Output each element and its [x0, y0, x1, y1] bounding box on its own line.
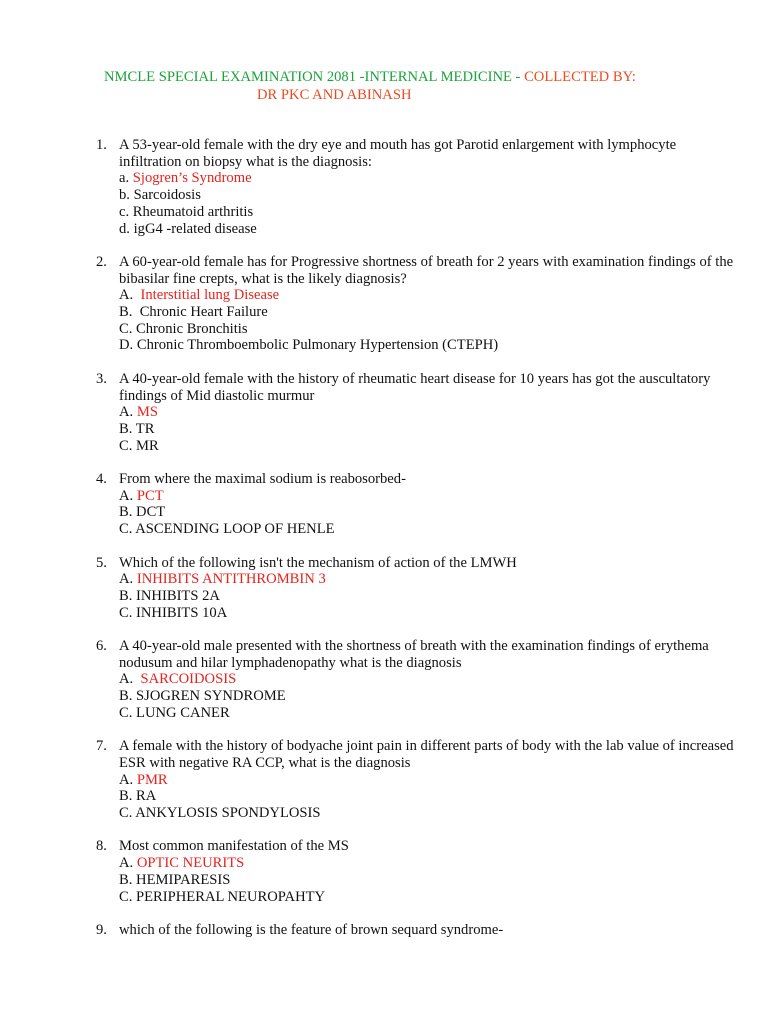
- option-letter: A.: [119, 404, 137, 421]
- option-text: OPTIC NEURITS: [136, 855, 245, 872]
- question-body: [119, 471, 736, 538]
- answer-option-correct: [119, 404, 736, 421]
- question-text: A 40-year-old male presented with the shortness of breath with the examination findings of erythema nodusum and hilar lymphadenopathy what is the diagnosis: [119, 638, 709, 671]
- question-number: 8.: [96, 838, 107, 855]
- question-number: 2.: [96, 253, 107, 270]
- option-letter: C.: [119, 704, 137, 721]
- question-item: [96, 922, 736, 939]
- question-item: [96, 371, 736, 455]
- answer-option: [119, 705, 736, 722]
- option-text: MR: [136, 437, 159, 454]
- question-item: [96, 555, 736, 622]
- option-text: Sjogren’s Syndrome: [132, 170, 252, 187]
- option-letter: A.: [119, 855, 137, 872]
- option-letter: C.: [119, 604, 137, 621]
- answer-option: [119, 421, 736, 438]
- option-text: Chronic Heart Failure: [139, 304, 268, 321]
- option-letter: B.: [119, 420, 136, 437]
- question-body: [119, 371, 736, 455]
- question-body: [119, 922, 736, 939]
- answer-option: [119, 588, 736, 605]
- question-number: 3.: [96, 370, 107, 387]
- question-text: Most common manifestation of the MS: [119, 838, 349, 855]
- question-text: A 60-year-old female has for Progressive shortness of breath for 2 years with examination findings of the bibasilar fine crepts, what is the likely diagnosis?: [119, 253, 734, 287]
- option-text: PCT: [136, 487, 164, 504]
- option-text: Rheumatoid arthritis: [132, 203, 254, 220]
- option-text: TR: [135, 420, 155, 437]
- question-list: [96, 137, 736, 955]
- answer-option-correct: [119, 170, 736, 187]
- question-number: 1.: [96, 137, 107, 153]
- option-letter: A.: [119, 771, 137, 788]
- option-text: LUNG CANER: [136, 704, 230, 721]
- answer-option: [119, 605, 736, 622]
- question-body: [119, 254, 736, 354]
- option-text: Interstitial lung Disease: [140, 287, 280, 304]
- question-number: 6.: [96, 638, 107, 655]
- question-text: A female with the history of bodyache joint pain in different parts of body with the lab value of increased ESR with negative RA CCP, what is the diagnosis: [119, 738, 734, 771]
- option-text: igG4 -related disease: [133, 220, 257, 237]
- option-text: PERIPHERAL NEUROPAHTY: [136, 888, 326, 905]
- option-letter: B.: [119, 871, 137, 888]
- option-text: Sarcoidosis: [133, 187, 201, 204]
- question-item: [96, 471, 736, 538]
- option-text: ANKYLOSIS SPONDYLOSIS: [135, 805, 321, 822]
- answer-option-correct: [119, 571, 736, 588]
- option-text: Chronic Thromboembolic Pulmonary Hypertension (CTEPH): [136, 337, 499, 354]
- answer-option-correct: [119, 671, 736, 688]
- option-text: INHIBITS 10A: [136, 604, 228, 621]
- collectors-name: DR PKC AND ABINASH: [257, 87, 412, 103]
- exam-title: NMCLE SPECIAL EXAMINATION 2081 -INTERNAL MEDICINE -: [104, 69, 525, 85]
- option-letter: C.: [119, 320, 137, 337]
- option-text: SARCOIDOSIS: [140, 671, 237, 688]
- option-text: ASCENDING LOOP OF HENLE: [135, 521, 335, 538]
- answer-option-correct: [119, 855, 736, 872]
- option-letter: B.: [119, 788, 137, 805]
- option-letter: C.: [119, 437, 137, 454]
- question-body: [119, 838, 736, 905]
- option-letter: A.: [119, 287, 141, 304]
- option-letter: C.: [119, 521, 136, 538]
- answer-option: [119, 688, 736, 705]
- option-letter: A.: [119, 671, 141, 688]
- question-body: [119, 555, 736, 622]
- answer-option: [119, 337, 736, 354]
- option-letter: B.: [119, 504, 137, 521]
- option-letter: B.: [119, 587, 137, 604]
- question-body: [119, 137, 736, 237]
- option-text: HEMIPARESIS: [136, 871, 231, 888]
- option-letter: A.: [119, 487, 137, 504]
- option-text: INHIBITS 2A: [136, 587, 220, 604]
- answer-option: [119, 221, 736, 238]
- question-number: 9.: [96, 921, 107, 938]
- answer-option: [119, 204, 736, 221]
- option-letter: D.: [119, 337, 137, 354]
- collected-by-label: COLLECTED BY:: [524, 69, 636, 85]
- question-item: [96, 254, 736, 354]
- answer-option: [119, 321, 736, 338]
- question-item: [96, 738, 736, 822]
- answer-option: [119, 438, 736, 455]
- answer-option: [119, 521, 736, 538]
- option-letter: a.: [119, 170, 133, 187]
- question-item: [96, 137, 736, 237]
- question-number: 5.: [96, 554, 107, 571]
- question-text: A 40-year-old female with the history of rheumatic heart disease for 10 years has got the auscultatory findings of Mid diastolic murmur: [119, 370, 711, 404]
- answer-option: [119, 504, 736, 521]
- option-letter: C.: [119, 805, 136, 822]
- option-text: DCT: [136, 504, 166, 521]
- option-text: INHIBITS ANTITHROMBIN 3: [136, 571, 326, 588]
- answer-option-correct: [119, 287, 736, 304]
- question-text: A 53-year-old female with the dry eye and mouth has got Parotid enlargement with lymphocyte infiltration on biopsy what is the diagnosis:: [119, 137, 677, 170]
- option-text: Chronic Bronchitis: [136, 320, 248, 337]
- option-text: PMR: [136, 771, 168, 788]
- question-number: 7.: [96, 738, 107, 755]
- option-letter: d.: [119, 220, 134, 237]
- header-line-1: [104, 68, 636, 86]
- option-letter: C.: [119, 888, 137, 905]
- option-letter: A.: [119, 571, 137, 588]
- answer-option: [119, 304, 736, 321]
- option-letter: B.: [119, 688, 137, 705]
- answer-option-correct: [119, 488, 736, 505]
- option-text: SJOGREN SYNDROME: [136, 688, 286, 705]
- option-text: RA: [136, 788, 157, 805]
- answer-option-correct: [119, 772, 736, 789]
- question-body: [119, 738, 736, 822]
- question-text: From where the maximal sodium is reabosorbed-: [119, 471, 406, 488]
- question-text: which of the following is the feature of brown sequard syndrome-: [119, 921, 504, 938]
- answer-option: [119, 187, 736, 204]
- question-number: 4.: [96, 471, 107, 488]
- option-letter: b.: [119, 187, 134, 204]
- answer-option: [119, 889, 736, 906]
- option-letter: c.: [119, 203, 133, 220]
- question-item: [96, 838, 736, 905]
- answer-option: [119, 805, 736, 822]
- answer-option: [119, 872, 736, 889]
- answer-option: [119, 788, 736, 805]
- question-text: Which of the following isn't the mechanism of action of the LMWH: [119, 554, 517, 571]
- option-letter: B.: [119, 304, 140, 321]
- question-item: [96, 638, 736, 722]
- option-text: MS: [136, 404, 158, 421]
- question-body: [119, 638, 736, 722]
